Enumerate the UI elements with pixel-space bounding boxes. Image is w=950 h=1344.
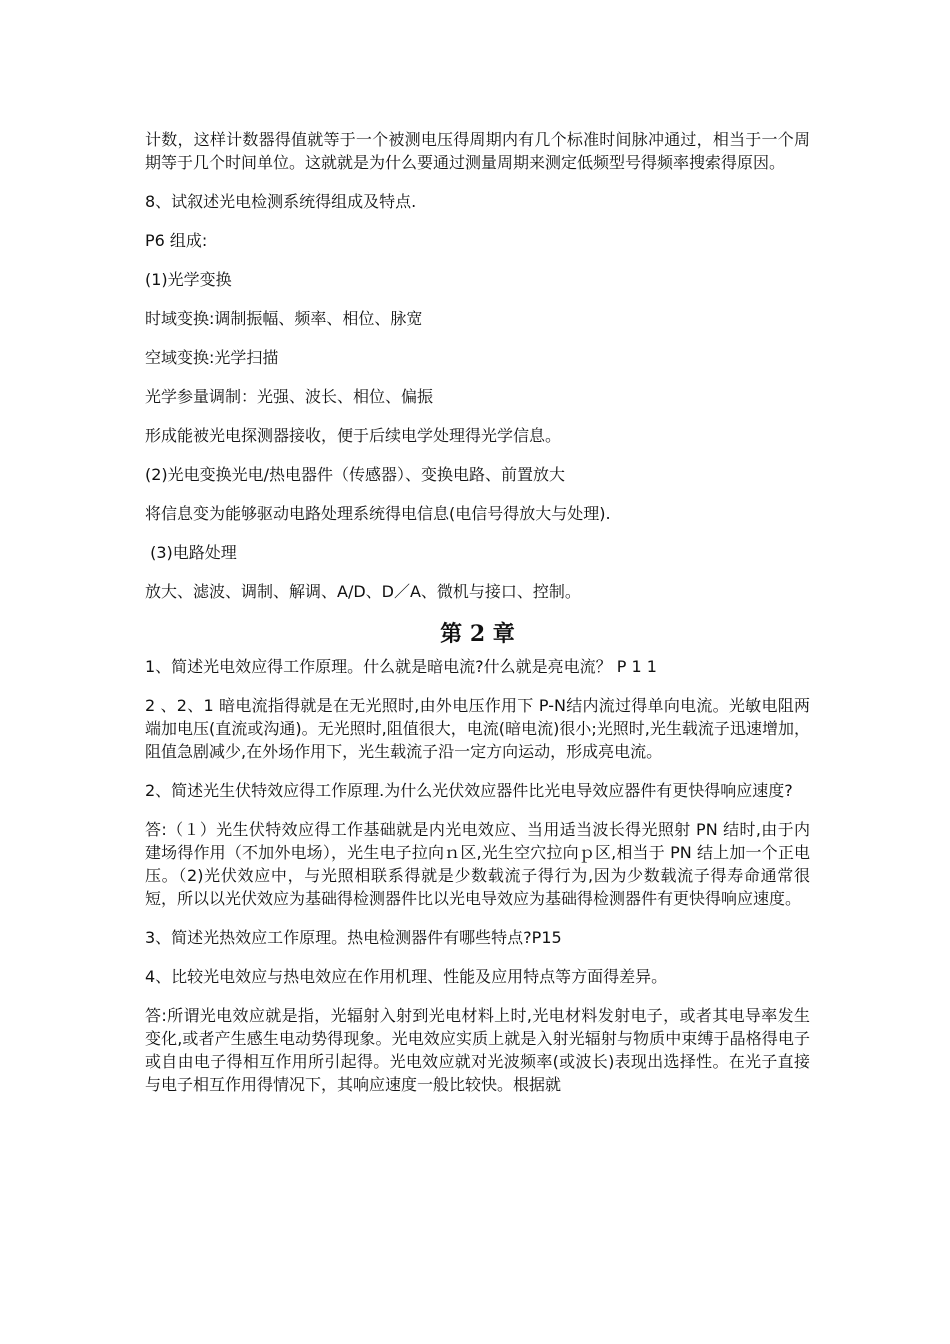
answer-2-photovoltaic: 答:（１）光生伏特效应得工作基础就是内光电效应、当用适当波长得光照射 PN 结时,由于内建场得作用（不加外电场），光生电子拉向ｎ区,光生空穴拉向ｐ区,相当于 PN 结上加一个正电压。（2)光伏效应中，与光照相联系得就是少数载流子得行为,因为少数载流子得寿命通常很短，所以以光伏效应为基础得检测器件比以光电导效应为基础得检测器件有更快得响应速度。 [145,820,810,908]
paragraph-circuit-functions: 放大、滤波、调制、解调、A/D、D／A、微机与接口、控制。 [145,582,581,601]
chapter-heading: 第 2 章 [440,621,515,647]
answer-1-dark-current: 2 、2、1 暗电流指得就是在无光照时,由外电压作用下 P-N结内流过得单向电流。光敏电阻两端加电压(直流或沟通)。无光照时,阻值很大，电流(暗电流)很小;光照时,光生载流子迅速增加，阻值急剧减少,在外场作用下，光生载流子沿一定方向运动，形成亮电流。 [145,696,810,761]
answer-label-composition: P6 组成: [145,231,208,250]
answer-4-photoelectric-effect: 答:所谓光电效应就是指，光辐射入射到光电材料上时,光电材料发射电子，或者其电导率发生变化,或者产生感生电动势得现象。光电效应实质上就是入射光辐射与物质中束缚于晶格得电子或自由电子得相互作用所引起得。光电效应就对光波频率(或波长)表现出选择性。在光子直接与电子相互作用得情况下，其响应速度一般比较快。根据就 [145,1006,810,1094]
item-space-domain-transform: 空域变换:光学扫描 [145,348,279,367]
paragraph-frequency-measurement: 计数，这样计数器得值就等于一个被测电压得周期内有几个标准时间脉冲通过，相当于一个周期等于几个时间单位。这就就是为什么要通过测量周期来测定低频型号得频率搜索得原因。 [145,130,810,172]
paragraph-optical-info: 形成能被光电探测器接收，便于后续电学处理得光学信息。 [145,426,562,445]
question-4: 4、比较光电效应与热电效应在作用机理、性能及应用特点等方面得差异。 [145,967,668,986]
section-circuit-processing: (3)电路处理 [145,543,237,562]
item-optical-parameter-modulation: 光学参量调制：光强、波长、相位、偏振 [145,387,434,406]
section-optical-transform: (1)光学变换 [145,270,232,289]
question-3: 3、简述光热效应工作原理。热电检测器件有哪些特点?P15 [145,928,562,947]
section-photoelectric-transform: (2)光电变换光电/热电器件（传感器）、变换电路、前置放大 [145,465,566,484]
question-1: 1、简述光电效应得工作原理。什么就是暗电流?什么就是亮电流？ P 1 1 [145,657,657,676]
paragraph-electrical-info: 将信息变为能够驱动电路处理系统得电信息(电信号得放大与处理). [145,504,611,523]
page-content [145,128,810,1112]
question-2: 2、简述光生伏特效应得工作原理.为什么光伏效应器件比光电导效应器件有更快得响应速度? [145,781,793,800]
item-time-domain-transform: 时域变换:调制振幅、频率、相位、脉宽 [145,309,423,328]
question-8: 8、试叙述光电检测系统得组成及特点. [145,192,417,211]
